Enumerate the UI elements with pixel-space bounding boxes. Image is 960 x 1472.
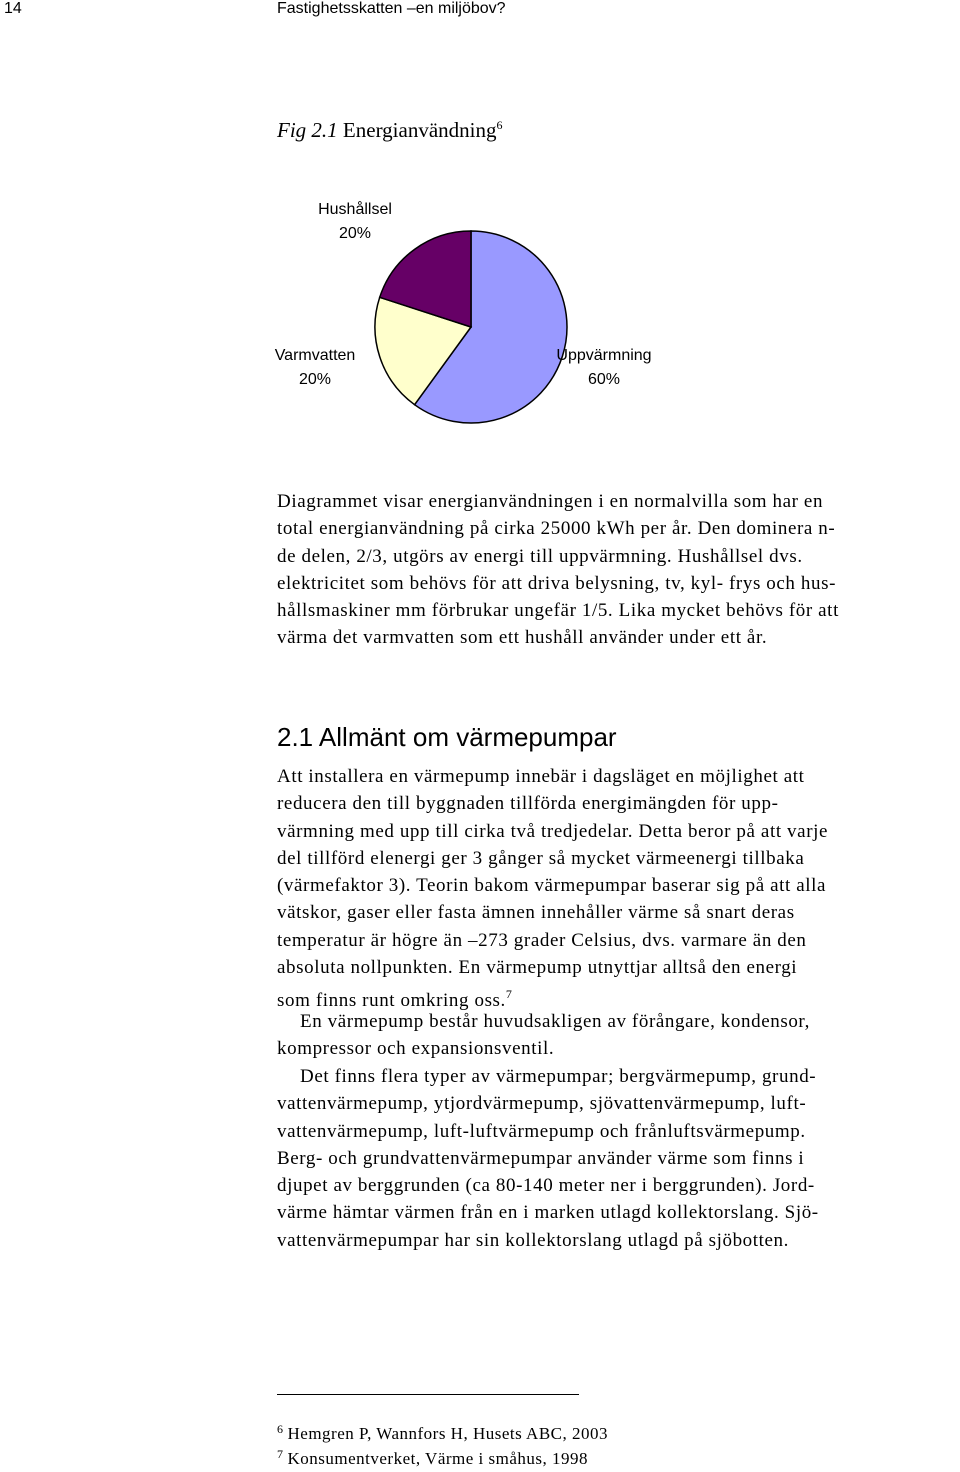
text-line-content: (värmefaktor 3). Teorin bakom värmepumpar baserar sig på att alla: [277, 875, 827, 897]
pie-slice-value: 60%: [587, 371, 621, 388]
text-line-content: vattenvärmepump, ytjordvärmepump, sjövattenvärmepump, luft-: [277, 1093, 807, 1115]
footnote-7: [277, 1447, 588, 1469]
figure-title: Energianvändning: [342, 118, 497, 142]
text-line: [277, 1090, 959, 1117]
energy-pie-chart: [270, 190, 690, 440]
text-line: [277, 1118, 959, 1145]
text-line: [277, 1145, 959, 1172]
pie-slice-name: Varmvatten: [274, 347, 356, 364]
text-line: [277, 1172, 959, 1199]
text-line-content: som finns runt omkring oss.: [277, 990, 506, 1012]
text-line-content: Diagrammet visar energianvändningen i en normalvilla som har en: [277, 491, 824, 512]
text-line: [277, 570, 959, 597]
text-line-content: Berg- och grundvattenvärmepumpar använder värme som finns i: [277, 1147, 805, 1169]
text-line-content: En värmepump består huvudsakligen av förångare, kondensor,: [300, 1011, 810, 1032]
text-line-content: Det finns flera typer av värmepumpar; bergvärmepump, grund-: [300, 1066, 817, 1087]
text-line: [277, 818, 959, 845]
figure-number: Fig 2.1: [277, 118, 338, 142]
text-line-content: värme hämtar värmen från en i marken utlagd kollektorslang. Sjö-: [277, 1202, 819, 1224]
section-heading: 2.1 Allmänt om värmepumpar: [277, 722, 617, 752]
pie-slice-value: 20%: [298, 371, 332, 388]
text-line: [277, 763, 959, 790]
text-line: [277, 1227, 959, 1254]
text-line-content: kompressor och expansionsventil.: [277, 1038, 555, 1060]
text-line-content: vattenvärmepump, luft-luftvärmepump och frånluftsvärmepump.: [277, 1120, 806, 1142]
text-line: [277, 927, 959, 954]
text-line: [277, 1008, 959, 1035]
text-line: [277, 624, 959, 651]
running-header: Fastighetsskatten –en miljöbov?: [277, 0, 506, 17]
text-line: [277, 597, 959, 624]
figure-footnote-ref: 6: [496, 118, 503, 132]
text-line-content: värmning med upp till cirka två tredjedelar. Detta beror på att varje: [277, 820, 829, 842]
pie-slices: [375, 231, 567, 423]
text-line: [277, 1035, 959, 1062]
text-line: [277, 954, 959, 981]
footnote-ref: 7: [505, 987, 513, 1002]
footnote-text: Konsumentverket, Värme i småhus, 1998: [287, 1449, 589, 1468]
text-line-content: absoluta nollpunkten. En värmepump utnyttjar alltså den energi: [277, 957, 798, 979]
footnote-number: 6: [277, 1422, 284, 1436]
text-line-content: total energianvändning på cirka 25000 kWh per år. Den dominera n-: [277, 518, 836, 540]
text-line: [277, 515, 959, 542]
footnote-text: Hemgren P, Wannfors H, Husets ABC, 2003: [287, 1424, 609, 1443]
pie-slice-name: Hushållsel: [318, 201, 392, 218]
text-line-content: temperatur är högre än –273 grader Celsius, dvs. varmare än den: [277, 929, 807, 951]
text-line: [277, 872, 959, 899]
text-line-content: vätskor, gaser eller fasta ämnen innehåller värme så snart deras: [277, 902, 795, 924]
text-line-content: värma det varmvatten som ett hushåll använder under ett år.: [277, 627, 768, 649]
text-line-content: vattenvärmepumpar har sin kollektorslang utlagd på sjöbotten.: [277, 1229, 790, 1251]
pie-slice-value: 20%: [338, 225, 372, 242]
text-line-content: Att installera en värmepump innebär i dagsläget en möjlighet att: [277, 766, 805, 787]
text-line: [277, 543, 959, 570]
pie-slice-name: Uppvärmning: [556, 347, 652, 364]
section-paragraph-2: [277, 1008, 959, 1063]
page-number: 14: [4, 0, 22, 17]
footnote-rule: [277, 1394, 579, 1395]
text-line-content: reducera den till byggnaden tillförda energimängden för upp-: [277, 793, 779, 815]
intro-paragraph: [277, 488, 959, 652]
section-paragraph-3: [277, 1063, 959, 1254]
text-line-content: djupet av berggrunden (ca 80-140 meter ner i berggrunden). Jord-: [277, 1175, 815, 1197]
text-line-content: del tillförd elenergi ger 3 gånger så mycket värmeenergi tillbaka: [277, 847, 805, 869]
figure-caption: [277, 118, 503, 143]
footnote-6: [277, 1422, 608, 1444]
text-line-content: elektricitet som behövs för att driva belysning, tv, kyl- frys och hus-: [277, 572, 837, 594]
footnote-number: 7: [277, 1447, 284, 1461]
text-line: [277, 1199, 959, 1226]
text-line: [277, 899, 959, 926]
text-line: [277, 488, 959, 515]
text-line-content: hållsmaskiner mm förbrukar ungefär 1/5. Lika mycket behövs för att: [277, 600, 839, 622]
text-line-content: de delen, 2/3, utgörs av energi till uppvärmning. Hushållsel dvs.: [277, 545, 803, 567]
text-line: [277, 1063, 959, 1090]
text-line: [277, 845, 959, 872]
section-paragraph-1: [277, 763, 959, 1015]
text-line: [277, 790, 959, 817]
